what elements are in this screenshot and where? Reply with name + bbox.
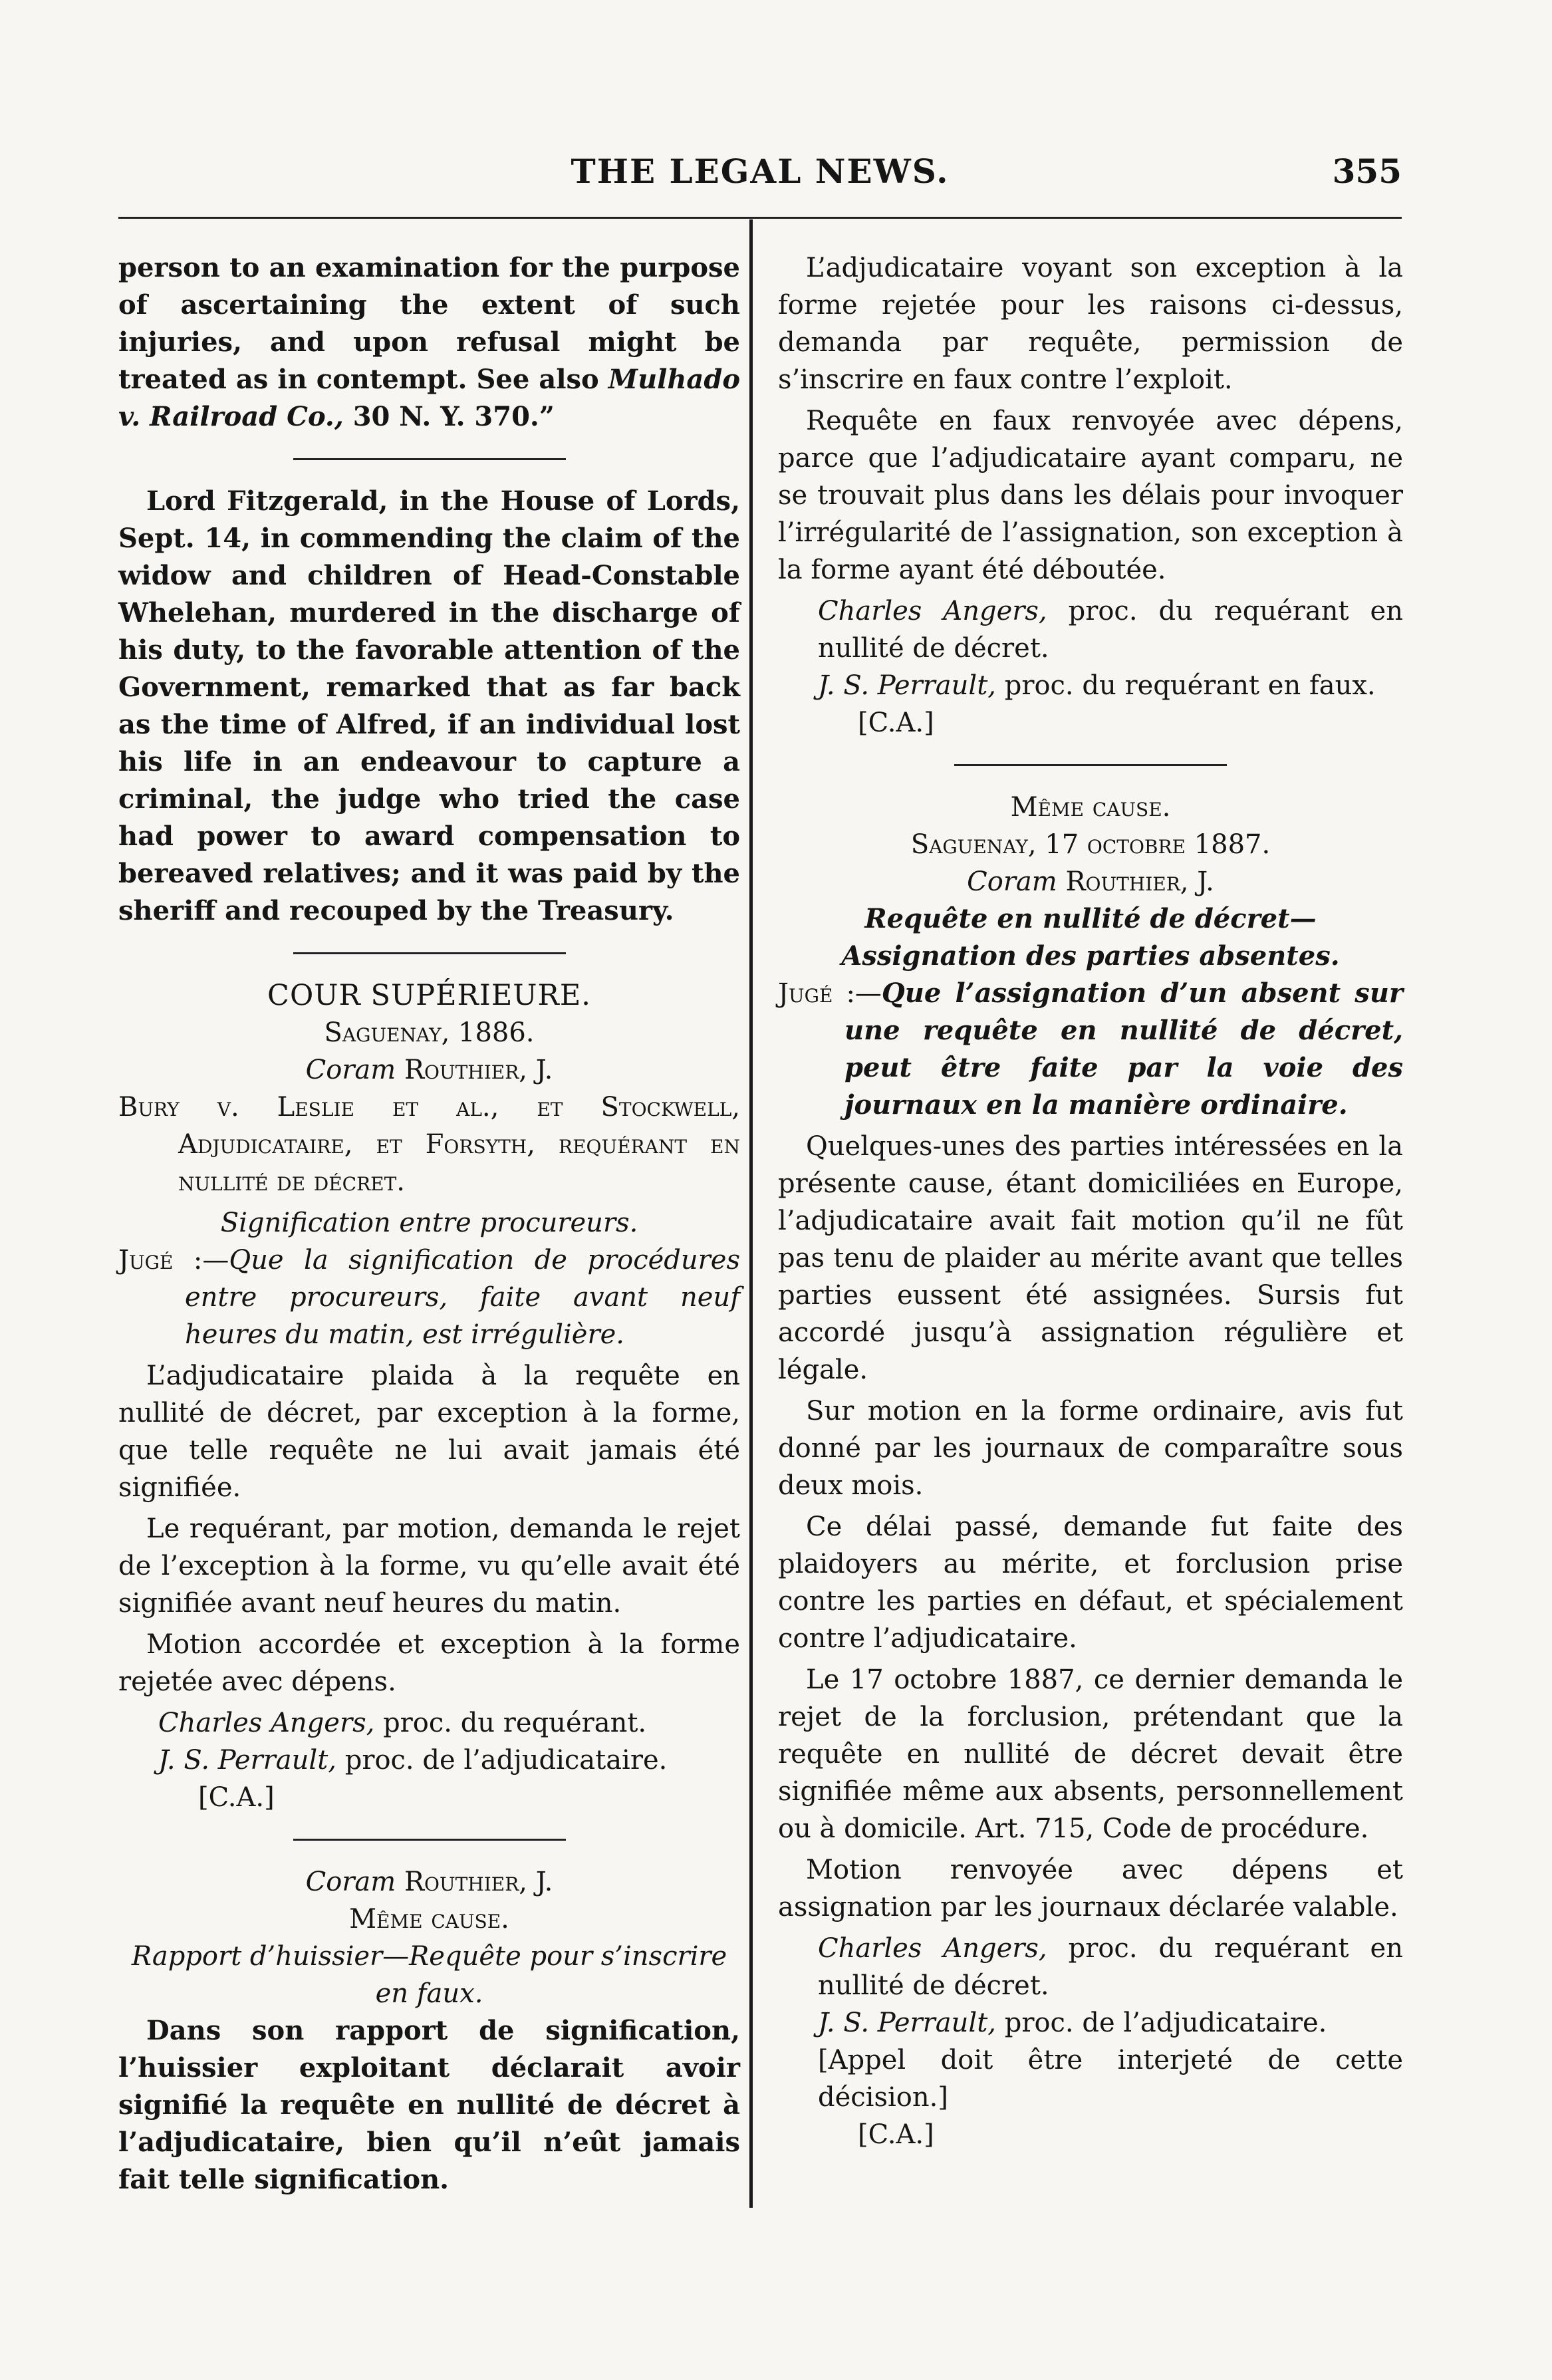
signature-line	[778, 593, 1403, 667]
case-parties: Bury v. Leslie et al., et Stockwell, Adjudicataire, et Forsyth, requérant en nullité de décret.	[118, 1092, 740, 1197]
reporter-initials: [C.A.]	[858, 2119, 934, 2150]
juge-label: Jugé :—	[778, 978, 882, 1009]
signature-name: Charles Angers,	[158, 1708, 375, 1738]
reporter-initials: [C.A.]	[858, 708, 934, 738]
signature-line	[778, 2004, 1403, 2042]
separator-rule	[954, 764, 1227, 766]
coram-line	[118, 1863, 740, 1901]
coram-prefix: Coram	[305, 1867, 396, 1897]
separator-rule	[293, 1839, 566, 1841]
body-paragraph: Ce délai passé, demande fut faite des plaidoyers au mérite, et forclusion prise contre les parties en défaut, et spécialement contre l’adjudicataire.	[778, 1512, 1403, 1654]
body-paragraph: Quelques-unes des parties intéressées en la présente cause, étant domiciliées en Europe, l’adjudicataire avait fait motion qu’il ne fût pas tenu de plaider au mérite avant que telles parties eussent été assignées. Sursis fut accordé jusqu’à assignation régulière et légale.	[778, 1131, 1403, 1385]
coram-prefix: Coram	[967, 866, 1057, 897]
page-header	[118, 140, 1402, 199]
left-column	[118, 249, 740, 2202]
signature-name: J. S. Perrault,	[818, 670, 996, 701]
intro-cite: 30 N. Y. 370.”	[352, 401, 555, 432]
signature-line	[118, 1704, 740, 1742]
body-paragraph: Dans son rapport de signification, l’huissier exploitant déclarait avoir signifié la requête en nullité de décret à l’adjudicataire, bien qu’il n’eût jamais fait telle signification.	[118, 2015, 740, 2195]
separator-rule	[293, 458, 566, 460]
case-subject: Signification entre procureurs.	[220, 1208, 638, 1238]
coram-prefix: Coram	[305, 1055, 396, 1085]
signature-role: proc. du requérant en nullité de décret.	[818, 1933, 1403, 2001]
signature-line	[778, 667, 1403, 704]
signature-name: Charles Angers,	[818, 1933, 1047, 1964]
body-paragraph: Requête en faux renvoyée avec dépens, parce que l’adjudicataire ayant comparu, ne se trouvait plus dans les délais pour invoquer l’irrégularité de l’assignation, son exception à la forme ayant été déboutée.	[778, 406, 1403, 585]
intro-text: person to an examination for the purpose of ascertaining the extent of such injuries, and upon refusal might be treated as in contempt. See also	[118, 252, 740, 395]
header-rule	[118, 217, 1402, 219]
signature-name: J. S. Perrault,	[818, 2008, 996, 2038]
intro-case: Mulhado v. Railroad Co.,	[118, 364, 740, 432]
appeal-note: [Appel doit être interjeté de cette décision.]	[818, 2045, 1403, 2113]
body-paragraph: Motion renvoyée avec dépens et assignation par les journaux déclarée valable.	[778, 1855, 1403, 1922]
fitzgerald-paragraph: Lord Fitzgerald, in the House of Lords, Sept. 14, in commending the claim of the widow and children of Head-Constable Whelehan, murdered in the discharge of his duty, to the favorable attention of the Government, remarked that as far back as the time of Alfred, if an individual lost his life in an endeavour to capture a criminal, the judge who tried the case had power to award compensation to bereaved relatives; and it was paid by the sheriff and recouped by the Treasury.	[118, 485, 740, 926]
body-paragraph: L’adjudicataire plaida à la requête en nullité de décret, par exception à la forme, que telle requête ne lui avait jamais été signifiée.	[118, 1361, 740, 1503]
signature-name: Charles Angers,	[818, 596, 1047, 626]
signature-role: proc. du requérant en nullité de décret.	[818, 596, 1403, 664]
coram-judge: Routhier, J.	[1065, 866, 1214, 897]
coram-judge: Routhier, J.	[404, 1867, 553, 1897]
signature-role: proc. de l’adjudicataire.	[344, 1745, 668, 1776]
body-paragraph: Le requérant, par motion, demanda le rejet de l’exception à la forme, vu qu’elle avait été signifiée avant neuf heures du matin.	[118, 1514, 740, 1619]
signature-line	[778, 1930, 1403, 2004]
place-date: Saguenay, 1886.	[324, 1017, 535, 1048]
signature-role: proc. du requérant en faux.	[1004, 670, 1376, 701]
juge-text: Que l’assignation d’un absent sur une requête en nullité de décret, peut être faite par la voie des journaux en la manière ordinaire.	[844, 978, 1403, 1121]
signature-line	[118, 1742, 740, 1779]
body-paragraph: L’adjudicataire voyant son exception à la forme rejetée pour les raisons ci-dessus, demanda par requête, permission de s’inscrire en faux contre l’exploit.	[778, 253, 1403, 395]
case-subject: Requête en nullité de décret—Assignation des parties absentes.	[841, 903, 1340, 972]
body-paragraph: Motion accordée et exception à la forme rejetée avec dépens.	[118, 1629, 740, 1697]
coram-line	[778, 863, 1403, 900]
body-paragraph: Sur motion en la forme ordinaire, avis fut donné par les journaux de comparaître sous deux mois.	[778, 1396, 1403, 1501]
signature-role: proc. de l’adjudicataire.	[1004, 2008, 1327, 2038]
separator-rule	[293, 952, 566, 954]
juge-label: Jugé :—	[118, 1245, 229, 1275]
court-title: COUR SUPÉRIEURE.	[267, 979, 591, 1012]
intro-paragraph	[118, 249, 740, 436]
juge-text: Que la signification de procédures entre procureurs, faite avant neuf heures du matin, est irrégulière.	[185, 1245, 740, 1350]
reporter-initials: [C.A.]	[198, 1782, 275, 1813]
juge-paragraph	[118, 1242, 740, 1353]
juge-paragraph	[778, 975, 1403, 1124]
coram-line	[118, 1051, 740, 1089]
page-number: 355	[1332, 152, 1402, 191]
right-column	[778, 249, 1403, 2153]
body-paragraph: Le 17 octobre 1887, ce dernier demanda le rejet de la forclusion, prétendant que la requête en nullité de décret devait être signifiée même aux absents, personnellement ou à domicile. Art. 715, Code de procédure.	[778, 1664, 1403, 1844]
signature-role: proc. du requérant.	[383, 1708, 647, 1738]
running-title: THE LEGAL NEWS.	[571, 152, 950, 191]
case-subject: Rapport d’huissier—Requête pour s’inscrire en faux.	[131, 1941, 727, 2009]
column-divider	[749, 219, 753, 2208]
meme-cause: Même cause.	[1010, 792, 1171, 823]
meme-cause: Même cause.	[349, 1904, 509, 1934]
signature-name: J. S. Perrault,	[158, 1745, 336, 1776]
place-date: Saguenay, 17 octobre 1887.	[910, 829, 1271, 860]
coram-judge: Routhier, J.	[404, 1055, 553, 1085]
